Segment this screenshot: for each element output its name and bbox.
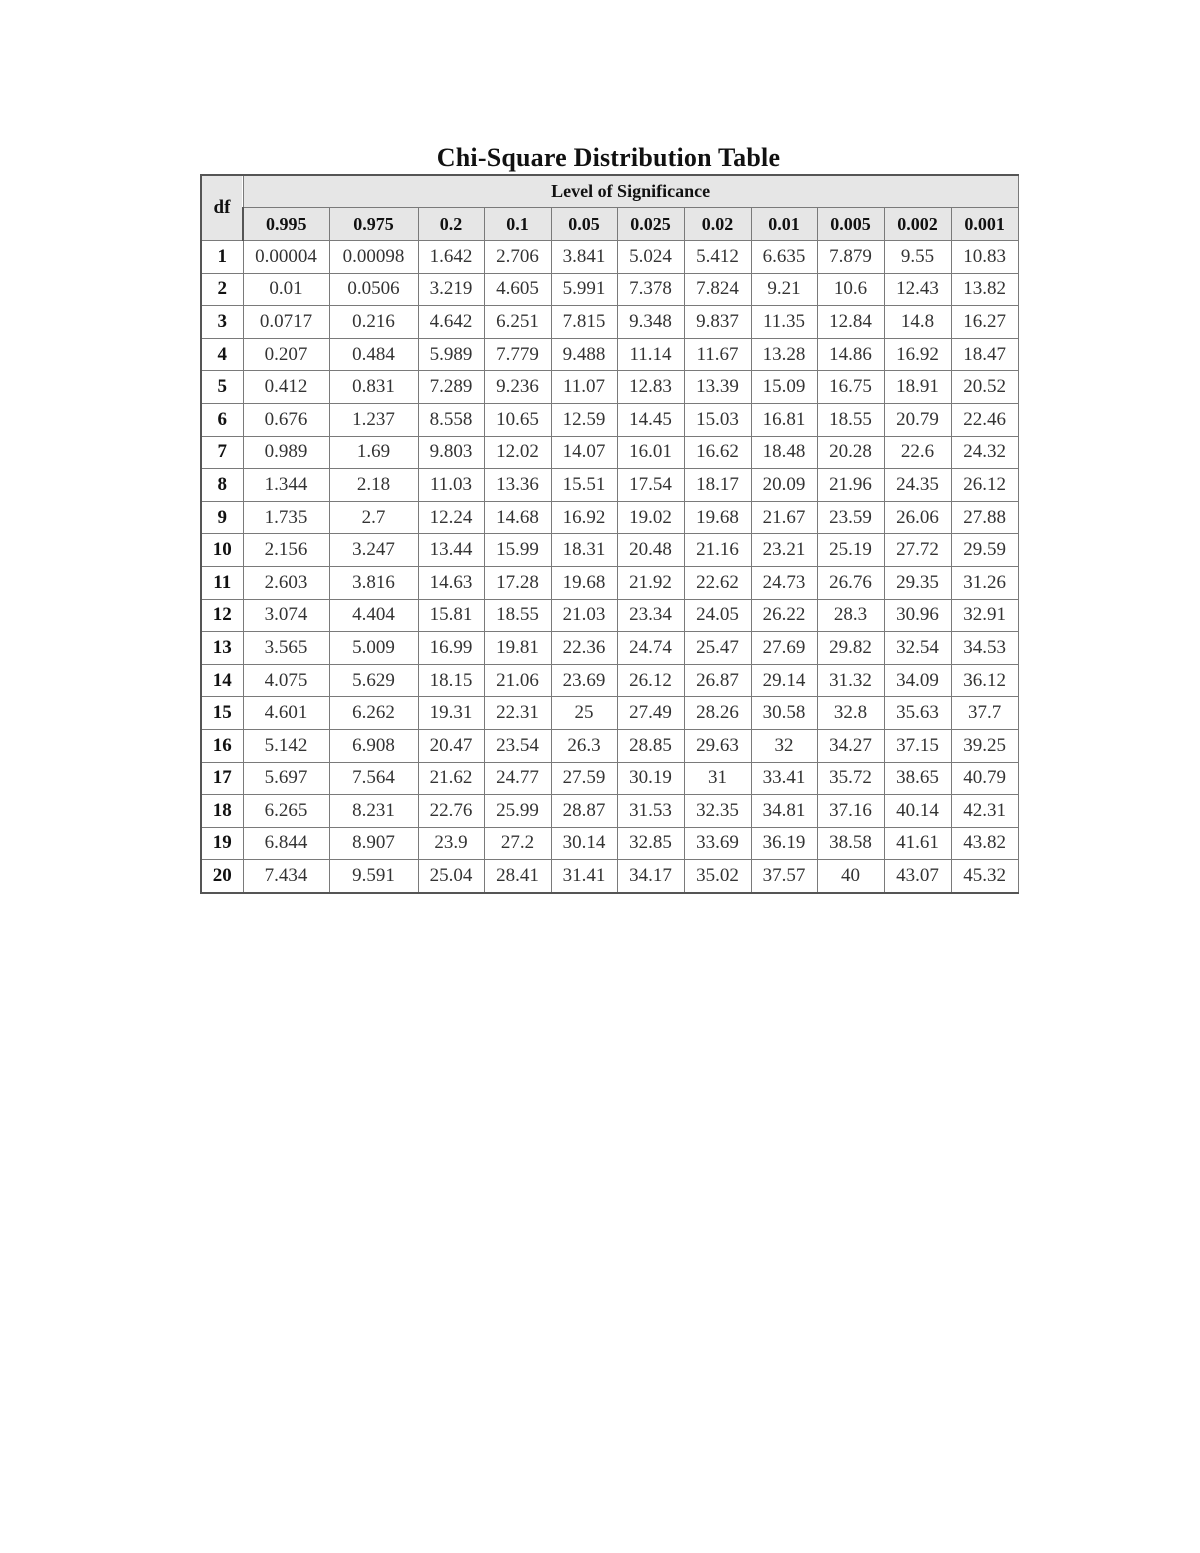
critical-value-cell: 34.17 [617,860,684,893]
critical-value-cell: 24.74 [617,632,684,665]
critical-value-cell: 12.84 [817,306,884,339]
critical-value-cell: 9.55 [884,241,951,274]
table-row [201,599,1018,632]
critical-value-cell: 11.03 [418,469,484,502]
critical-value-cell: 15.09 [751,371,817,404]
critical-value-cell: 21.92 [617,566,684,599]
critical-value-cell: 10.6 [817,273,884,306]
critical-value-cell: 21.96 [817,469,884,502]
table-row [201,827,1018,860]
critical-value-cell: 38.65 [884,762,951,795]
table-row [201,306,1018,339]
critical-value-cell: 6.265 [243,795,329,828]
critical-value-cell: 28.87 [551,795,617,828]
significance-level-header: 0.001 [951,208,1018,241]
critical-value-cell: 13.82 [951,273,1018,306]
critical-value-cell: 35.72 [817,762,884,795]
critical-value-cell: 7.779 [484,338,551,371]
critical-value-cell: 26.12 [951,469,1018,502]
critical-value-cell: 6.251 [484,306,551,339]
critical-value-cell: 27.69 [751,632,817,665]
critical-value-cell: 24.05 [684,599,751,632]
critical-value-cell: 16.75 [817,371,884,404]
table-row [201,762,1018,795]
significance-level-header: 0.025 [617,208,684,241]
critical-value-cell: 0.216 [329,306,418,339]
critical-value-cell: 0.989 [243,436,329,469]
critical-value-cell: 1.237 [329,403,418,436]
critical-value-cell: 16.01 [617,436,684,469]
critical-value-cell: 5.989 [418,338,484,371]
critical-value-cell: 21.03 [551,599,617,632]
critical-value-cell: 14.68 [484,501,551,534]
critical-value-cell: 0.207 [243,338,329,371]
critical-value-cell: 27.88 [951,501,1018,534]
table-row [201,860,1018,893]
critical-value-cell: 29.63 [684,729,751,762]
critical-value-cell: 14.86 [817,338,884,371]
page-title: Chi-Square Distribution Table [436,143,781,172]
critical-value-cell: 2.603 [243,566,329,599]
critical-value-cell: 6.844 [243,827,329,860]
critical-value-cell: 31.53 [617,795,684,828]
df-cell: 14 [201,664,243,697]
critical-value-cell: 22.6 [884,436,951,469]
critical-value-cell: 7.824 [684,273,751,306]
critical-value-cell: 29.35 [884,566,951,599]
df-cell: 3 [201,306,243,339]
critical-value-cell: 21.06 [484,664,551,697]
critical-value-cell: 28.41 [484,860,551,893]
table-row [201,697,1018,730]
critical-value-cell: 23.34 [617,599,684,632]
table-row [201,632,1018,665]
critical-value-cell: 5.142 [243,729,329,762]
table-row [201,534,1018,567]
critical-value-cell: 20.79 [884,403,951,436]
critical-value-cell: 35.63 [884,697,951,730]
critical-value-cell: 14.45 [617,403,684,436]
critical-value-cell: 20.47 [418,729,484,762]
critical-value-cell: 27.49 [617,697,684,730]
critical-value-cell: 19.31 [418,697,484,730]
critical-value-cell: 38.58 [817,827,884,860]
critical-value-cell: 2.18 [329,469,418,502]
critical-value-cell: 26.22 [751,599,817,632]
critical-value-cell: 34.27 [817,729,884,762]
critical-value-cell: 8.558 [418,403,484,436]
critical-value-cell: 8.231 [329,795,418,828]
df-cell: 1 [201,241,243,274]
critical-value-cell: 22.62 [684,566,751,599]
header-row-levels [201,208,1018,241]
df-cell: 13 [201,632,243,665]
critical-value-cell: 45.32 [951,860,1018,893]
critical-value-cell: 9.21 [751,273,817,306]
critical-value-cell: 28.26 [684,697,751,730]
critical-value-cell: 36.19 [751,827,817,860]
critical-value-cell: 12.83 [617,371,684,404]
critical-value-cell: 9.236 [484,371,551,404]
critical-value-cell: 32.8 [817,697,884,730]
critical-value-cell: 0.676 [243,403,329,436]
critical-value-cell: 4.075 [243,664,329,697]
critical-value-cell: 9.837 [684,306,751,339]
critical-value-cell: 32 [751,729,817,762]
table-row [201,403,1018,436]
critical-value-cell: 6.635 [751,241,817,274]
significance-level-header: 0.02 [684,208,751,241]
table-row [201,241,1018,274]
critical-value-cell: 32.54 [884,632,951,665]
critical-value-cell: 15.51 [551,469,617,502]
critical-value-cell: 0.00004 [243,241,329,274]
critical-value-cell: 2.7 [329,501,418,534]
critical-value-cell: 13.36 [484,469,551,502]
critical-value-cell: 18.15 [418,664,484,697]
critical-value-cell: 14.07 [551,436,617,469]
critical-value-cell: 3.074 [243,599,329,632]
critical-value-cell: 30.96 [884,599,951,632]
table-row [201,795,1018,828]
df-cell: 19 [201,827,243,860]
critical-value-cell: 7.289 [418,371,484,404]
critical-value-cell: 7.434 [243,860,329,893]
critical-value-cell: 29.59 [951,534,1018,567]
df-cell: 11 [201,566,243,599]
critical-value-cell: 28.3 [817,599,884,632]
critical-value-cell: 30.14 [551,827,617,860]
critical-value-cell: 37.57 [751,860,817,893]
significance-level-header: 0.005 [817,208,884,241]
critical-value-cell: 30.58 [751,697,817,730]
critical-value-cell: 3.219 [418,273,484,306]
df-cell: 15 [201,697,243,730]
critical-value-cell: 7.564 [329,762,418,795]
critical-value-cell: 40 [817,860,884,893]
significance-group-header: Level of Significance [243,175,1018,208]
table-row [201,436,1018,469]
critical-value-cell: 18.47 [951,338,1018,371]
critical-value-cell: 24.73 [751,566,817,599]
table-row [201,566,1018,599]
critical-value-cell: 22.36 [551,632,617,665]
significance-level-header: 0.05 [551,208,617,241]
critical-value-cell: 0.484 [329,338,418,371]
critical-value-cell: 2.156 [243,534,329,567]
critical-value-cell: 32.85 [617,827,684,860]
critical-value-cell: 17.54 [617,469,684,502]
critical-value-cell: 18.48 [751,436,817,469]
critical-value-cell: 2.706 [484,241,551,274]
critical-value-cell: 22.76 [418,795,484,828]
critical-value-cell: 40.14 [884,795,951,828]
df-cell: 7 [201,436,243,469]
critical-value-cell: 1.344 [243,469,329,502]
critical-value-cell: 7.378 [617,273,684,306]
critical-value-cell: 23.54 [484,729,551,762]
df-cell: 16 [201,729,243,762]
critical-value-cell: 0.0717 [243,306,329,339]
critical-value-cell: 29.14 [751,664,817,697]
critical-value-cell: 16.92 [551,501,617,534]
critical-value-cell: 26.12 [617,664,684,697]
critical-value-cell: 25.04 [418,860,484,893]
critical-value-cell: 25 [551,697,617,730]
critical-value-cell: 24.32 [951,436,1018,469]
critical-value-cell: 19.02 [617,501,684,534]
critical-value-cell: 6.262 [329,697,418,730]
critical-value-cell: 35.02 [684,860,751,893]
critical-value-cell: 11.07 [551,371,617,404]
critical-value-cell: 33.69 [684,827,751,860]
table-row [201,338,1018,371]
critical-value-cell: 13.39 [684,371,751,404]
critical-value-cell: 31 [684,762,751,795]
critical-value-cell: 1.69 [329,436,418,469]
critical-value-cell: 4.404 [329,599,418,632]
table-row [201,469,1018,502]
critical-value-cell: 22.46 [951,403,1018,436]
critical-value-cell: 14.63 [418,566,484,599]
critical-value-cell: 24.77 [484,762,551,795]
critical-value-cell: 21.62 [418,762,484,795]
critical-value-cell: 7.815 [551,306,617,339]
critical-value-cell: 23.59 [817,501,884,534]
critical-value-cell: 24.35 [884,469,951,502]
critical-value-cell: 1.642 [418,241,484,274]
table-row [201,501,1018,534]
critical-value-cell: 40.79 [951,762,1018,795]
critical-value-cell: 3.816 [329,566,418,599]
df-column-header: df [201,175,243,241]
critical-value-cell: 31.26 [951,566,1018,599]
critical-value-cell: 18.55 [484,599,551,632]
critical-value-cell: 34.53 [951,632,1018,665]
critical-value-cell: 25.47 [684,632,751,665]
critical-value-cell: 20.28 [817,436,884,469]
critical-value-cell: 42.31 [951,795,1018,828]
df-cell: 10 [201,534,243,567]
critical-value-cell: 5.697 [243,762,329,795]
df-cell: 2 [201,273,243,306]
table-row [201,273,1018,306]
critical-value-cell: 34.09 [884,664,951,697]
critical-value-cell: 13.28 [751,338,817,371]
critical-value-cell: 16.99 [418,632,484,665]
critical-value-cell: 27.59 [551,762,617,795]
critical-value-cell: 10.65 [484,403,551,436]
critical-value-cell: 19.68 [551,566,617,599]
critical-value-cell: 0.0506 [329,273,418,306]
critical-value-cell: 27.2 [484,827,551,860]
critical-value-cell: 8.907 [329,827,418,860]
critical-value-cell: 22.31 [484,697,551,730]
critical-value-cell: 21.67 [751,501,817,534]
critical-value-cell: 3.841 [551,241,617,274]
significance-level-header: 0.01 [751,208,817,241]
critical-value-cell: 23.21 [751,534,817,567]
critical-value-cell: 25.19 [817,534,884,567]
critical-value-cell: 26.76 [817,566,884,599]
critical-value-cell: 9.803 [418,436,484,469]
chi-square-table [200,174,1019,894]
df-cell: 8 [201,469,243,502]
critical-value-cell: 21.16 [684,534,751,567]
critical-value-cell: 34.81 [751,795,817,828]
critical-value-cell: 13.44 [418,534,484,567]
critical-value-cell: 25.99 [484,795,551,828]
critical-value-cell: 15.03 [684,403,751,436]
critical-value-cell: 5.024 [617,241,684,274]
critical-value-cell: 27.72 [884,534,951,567]
critical-value-cell: 6.908 [329,729,418,762]
critical-value-cell: 20.52 [951,371,1018,404]
critical-value-cell: 23.69 [551,664,617,697]
critical-value-cell: 5.629 [329,664,418,697]
critical-value-cell: 5.009 [329,632,418,665]
critical-value-cell: 20.09 [751,469,817,502]
df-cell: 4 [201,338,243,371]
critical-value-cell: 12.43 [884,273,951,306]
critical-value-cell: 18.31 [551,534,617,567]
critical-value-cell: 31.41 [551,860,617,893]
critical-value-cell: 0.831 [329,371,418,404]
critical-value-cell: 32.35 [684,795,751,828]
critical-value-cell: 9.488 [551,338,617,371]
critical-value-cell: 30.19 [617,762,684,795]
table-row [201,371,1018,404]
critical-value-cell: 16.62 [684,436,751,469]
critical-value-cell: 37.15 [884,729,951,762]
df-cell: 6 [201,403,243,436]
critical-value-cell: 29.82 [817,632,884,665]
critical-value-cell: 16.92 [884,338,951,371]
critical-value-cell: 16.81 [751,403,817,436]
critical-value-cell: 41.61 [884,827,951,860]
critical-value-cell: 31.32 [817,664,884,697]
significance-level-header: 0.002 [884,208,951,241]
critical-value-cell: 15.99 [484,534,551,567]
critical-value-cell: 3.565 [243,632,329,665]
critical-value-cell: 39.25 [951,729,1018,762]
critical-value-cell: 18.17 [684,469,751,502]
critical-value-cell: 5.991 [551,273,617,306]
significance-level-header: 0.995 [243,208,329,241]
critical-value-cell: 5.412 [684,241,751,274]
table-header [201,175,1018,241]
critical-value-cell: 26.87 [684,664,751,697]
critical-value-cell: 19.81 [484,632,551,665]
critical-value-cell: 32.91 [951,599,1018,632]
df-cell: 17 [201,762,243,795]
table-row [201,664,1018,697]
critical-value-cell: 12.59 [551,403,617,436]
critical-value-cell: 18.55 [817,403,884,436]
critical-value-cell: 10.83 [951,241,1018,274]
critical-value-cell: 19.68 [684,501,751,534]
critical-value-cell: 9.348 [617,306,684,339]
critical-value-cell: 17.28 [484,566,551,599]
critical-value-cell: 26.06 [884,501,951,534]
critical-value-cell: 9.591 [329,860,418,893]
critical-value-cell: 16.27 [951,306,1018,339]
critical-value-cell: 43.07 [884,860,951,893]
critical-value-cell: 11.14 [617,338,684,371]
critical-value-cell: 4.642 [418,306,484,339]
df-cell: 18 [201,795,243,828]
df-cell: 12 [201,599,243,632]
table-body [201,241,1018,893]
critical-value-cell: 28.85 [617,729,684,762]
critical-value-cell: 7.879 [817,241,884,274]
significance-level-header: 0.975 [329,208,418,241]
critical-value-cell: 37.7 [951,697,1018,730]
critical-value-cell: 37.16 [817,795,884,828]
critical-value-cell: 33.41 [751,762,817,795]
significance-level-header: 0.1 [484,208,551,241]
table-row [201,729,1018,762]
critical-value-cell: 43.82 [951,827,1018,860]
critical-value-cell: 14.8 [884,306,951,339]
significance-level-header: 0.2 [418,208,484,241]
header-row-group [201,175,1018,208]
critical-value-cell: 12.24 [418,501,484,534]
critical-value-cell: 18.91 [884,371,951,404]
critical-value-cell: 11.35 [751,306,817,339]
critical-value-cell: 26.3 [551,729,617,762]
df-cell: 20 [201,860,243,893]
critical-value-cell: 4.605 [484,273,551,306]
critical-value-cell: 15.81 [418,599,484,632]
critical-value-cell: 0.00098 [329,241,418,274]
critical-value-cell: 1.735 [243,501,329,534]
critical-value-cell: 3.247 [329,534,418,567]
critical-value-cell: 20.48 [617,534,684,567]
critical-value-cell: 23.9 [418,827,484,860]
df-cell: 9 [201,501,243,534]
df-cell: 5 [201,371,243,404]
critical-value-cell: 36.12 [951,664,1018,697]
critical-value-cell: 11.67 [684,338,751,371]
critical-value-cell: 0.01 [243,273,329,306]
critical-value-cell: 4.601 [243,697,329,730]
critical-value-cell: 0.412 [243,371,329,404]
critical-value-cell: 12.02 [484,436,551,469]
